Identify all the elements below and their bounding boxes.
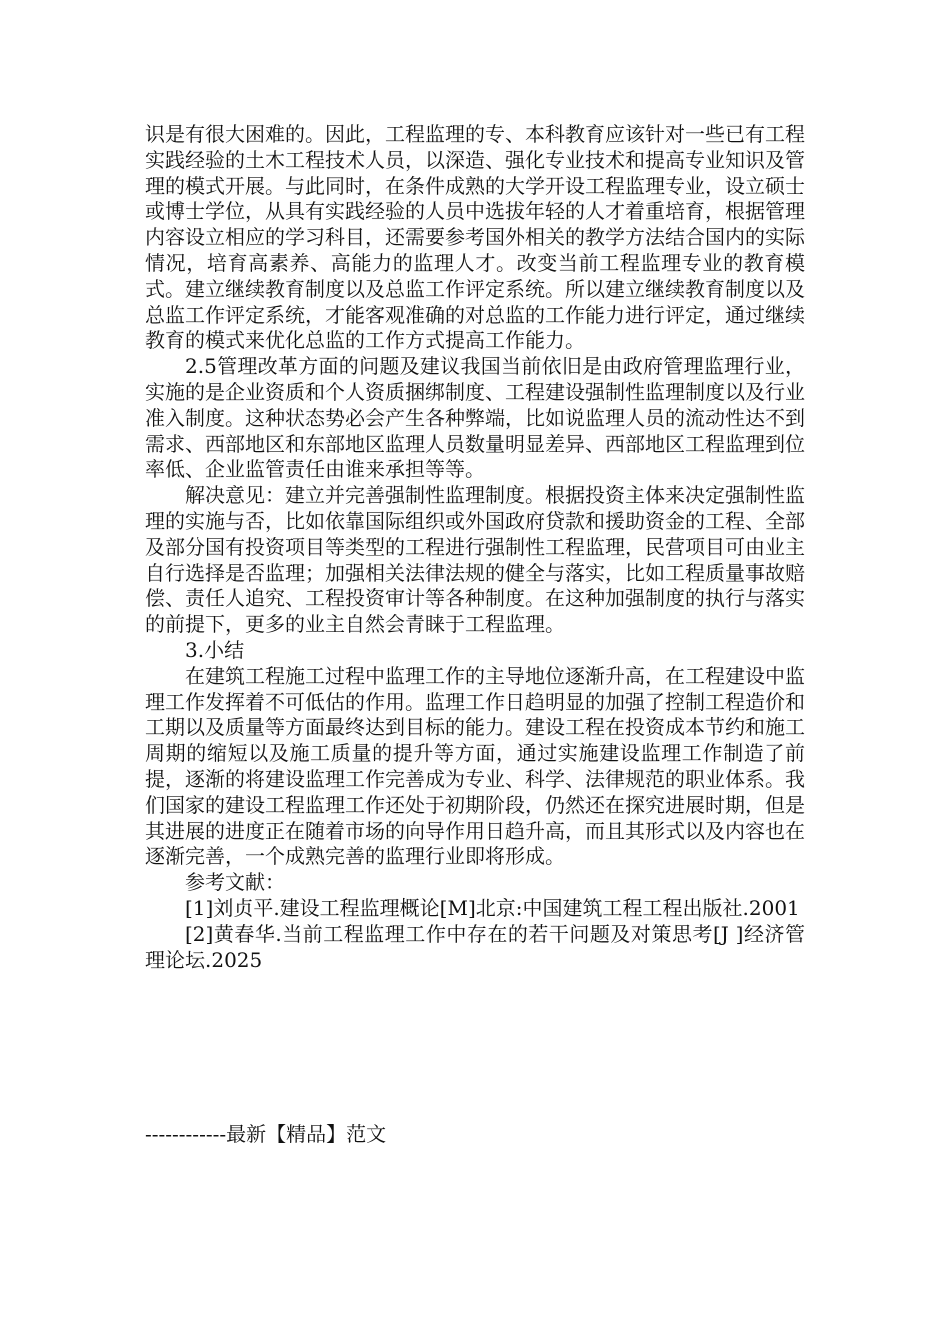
footer-tagline: ------------最新【精品】范文	[145, 1122, 387, 1146]
section-heading-summary: 3.小结	[185, 637, 245, 662]
reference-item-2: [2]黄春华.当前工程监理工作中存在的若干问题及对策思考[J ]经济管理论坛.2025	[145, 921, 805, 972]
references-heading: 参考文献：	[185, 870, 285, 895]
paragraph-solution: 解决意见：建立并完善强制性监理制度。根据投资主体来决定强制性监理的实施与否，比如依靠国际组织或外国政府贷款和援助资金的工程、全部及部分国有投资项目等类型的工程进行强制性工程监理，民营项目可由业主自行选择是否监理；加强相关法律法规的健全与落实，比如工程质量事故赔偿、责任人追究、工程投资审计等各种制度。在这种加强制度的执行与落实的前提下，更多的业主自然会青睐于工程监理。	[145, 483, 805, 637]
paragraph-education-continued: 识是有很大困难的。因此，工程监理的专、本科教育应该针对一些已有工程实践经验的土木工程技术人员，以深造、强化专业技术和提高专业知识及管理的模式开展。与此同时，在条件成熟的大学开设工程监理专业，设立硕士或博士学位，从具有实践经验的人员中选拔年轻的人才着重培育，根据管理内容设立相应的学习科目，还需要参考国外相关的教学方法结合国内的实际情况，培育高素养、高能力的监理人才。改变当前工程监理专业的教育模式。建立继续教育制度以及总监工作评定系统。所以建立继续教育制度以及总监工作评定系统，才能客观准确的对总监的工作能力进行评定，通过继续教育的模式来优化总监的工作方式提高工作能力。	[145, 122, 805, 353]
paragraph-management-reform: 2.5管理改革方面的问题及建议我国当前依旧是由政府管理监理行业，实施的是企业资质和个人资质捆绑制度、工程建设强制性监理制度以及行业准入制度。这种状态势必会产生各种弊端，比如说监理人员的流动性达不到需求、西部地区和东部地区监理人员数量明显差异、西部地区工程监理到位率低、企业监管责任由谁来承担等等。	[145, 354, 805, 482]
reference-item-1: [1]刘贞平.建设工程监理概论[M]北京:中国建筑工程工程出版社.2001	[185, 895, 800, 920]
document-body	[145, 122, 805, 973]
paragraph-summary: 在建筑工程施工过程中监理工作的主导地位逐渐升高，在工程建设中监理工作发挥着不可低估的作用。监理工作日趋明显的加强了控制工程造价和工期以及质量等方面最终达到目标的能力。建设工程在投资成本节约和施工周期的缩短以及施工质量的提升等方面，通过实施建设监理工作制造了前提，逐渐的将建设监理工作完善成为专业、科学、法律规范的职业体系。我们国家的建设工程监理工作还处于初期阶段，仍然还在探究进展时期，但是其进展的进度正在随着市场的向导作用日趋升高，而且其形式以及内容也在逐渐完善，一个成熟完善的监理行业即将形成。	[145, 663, 805, 869]
